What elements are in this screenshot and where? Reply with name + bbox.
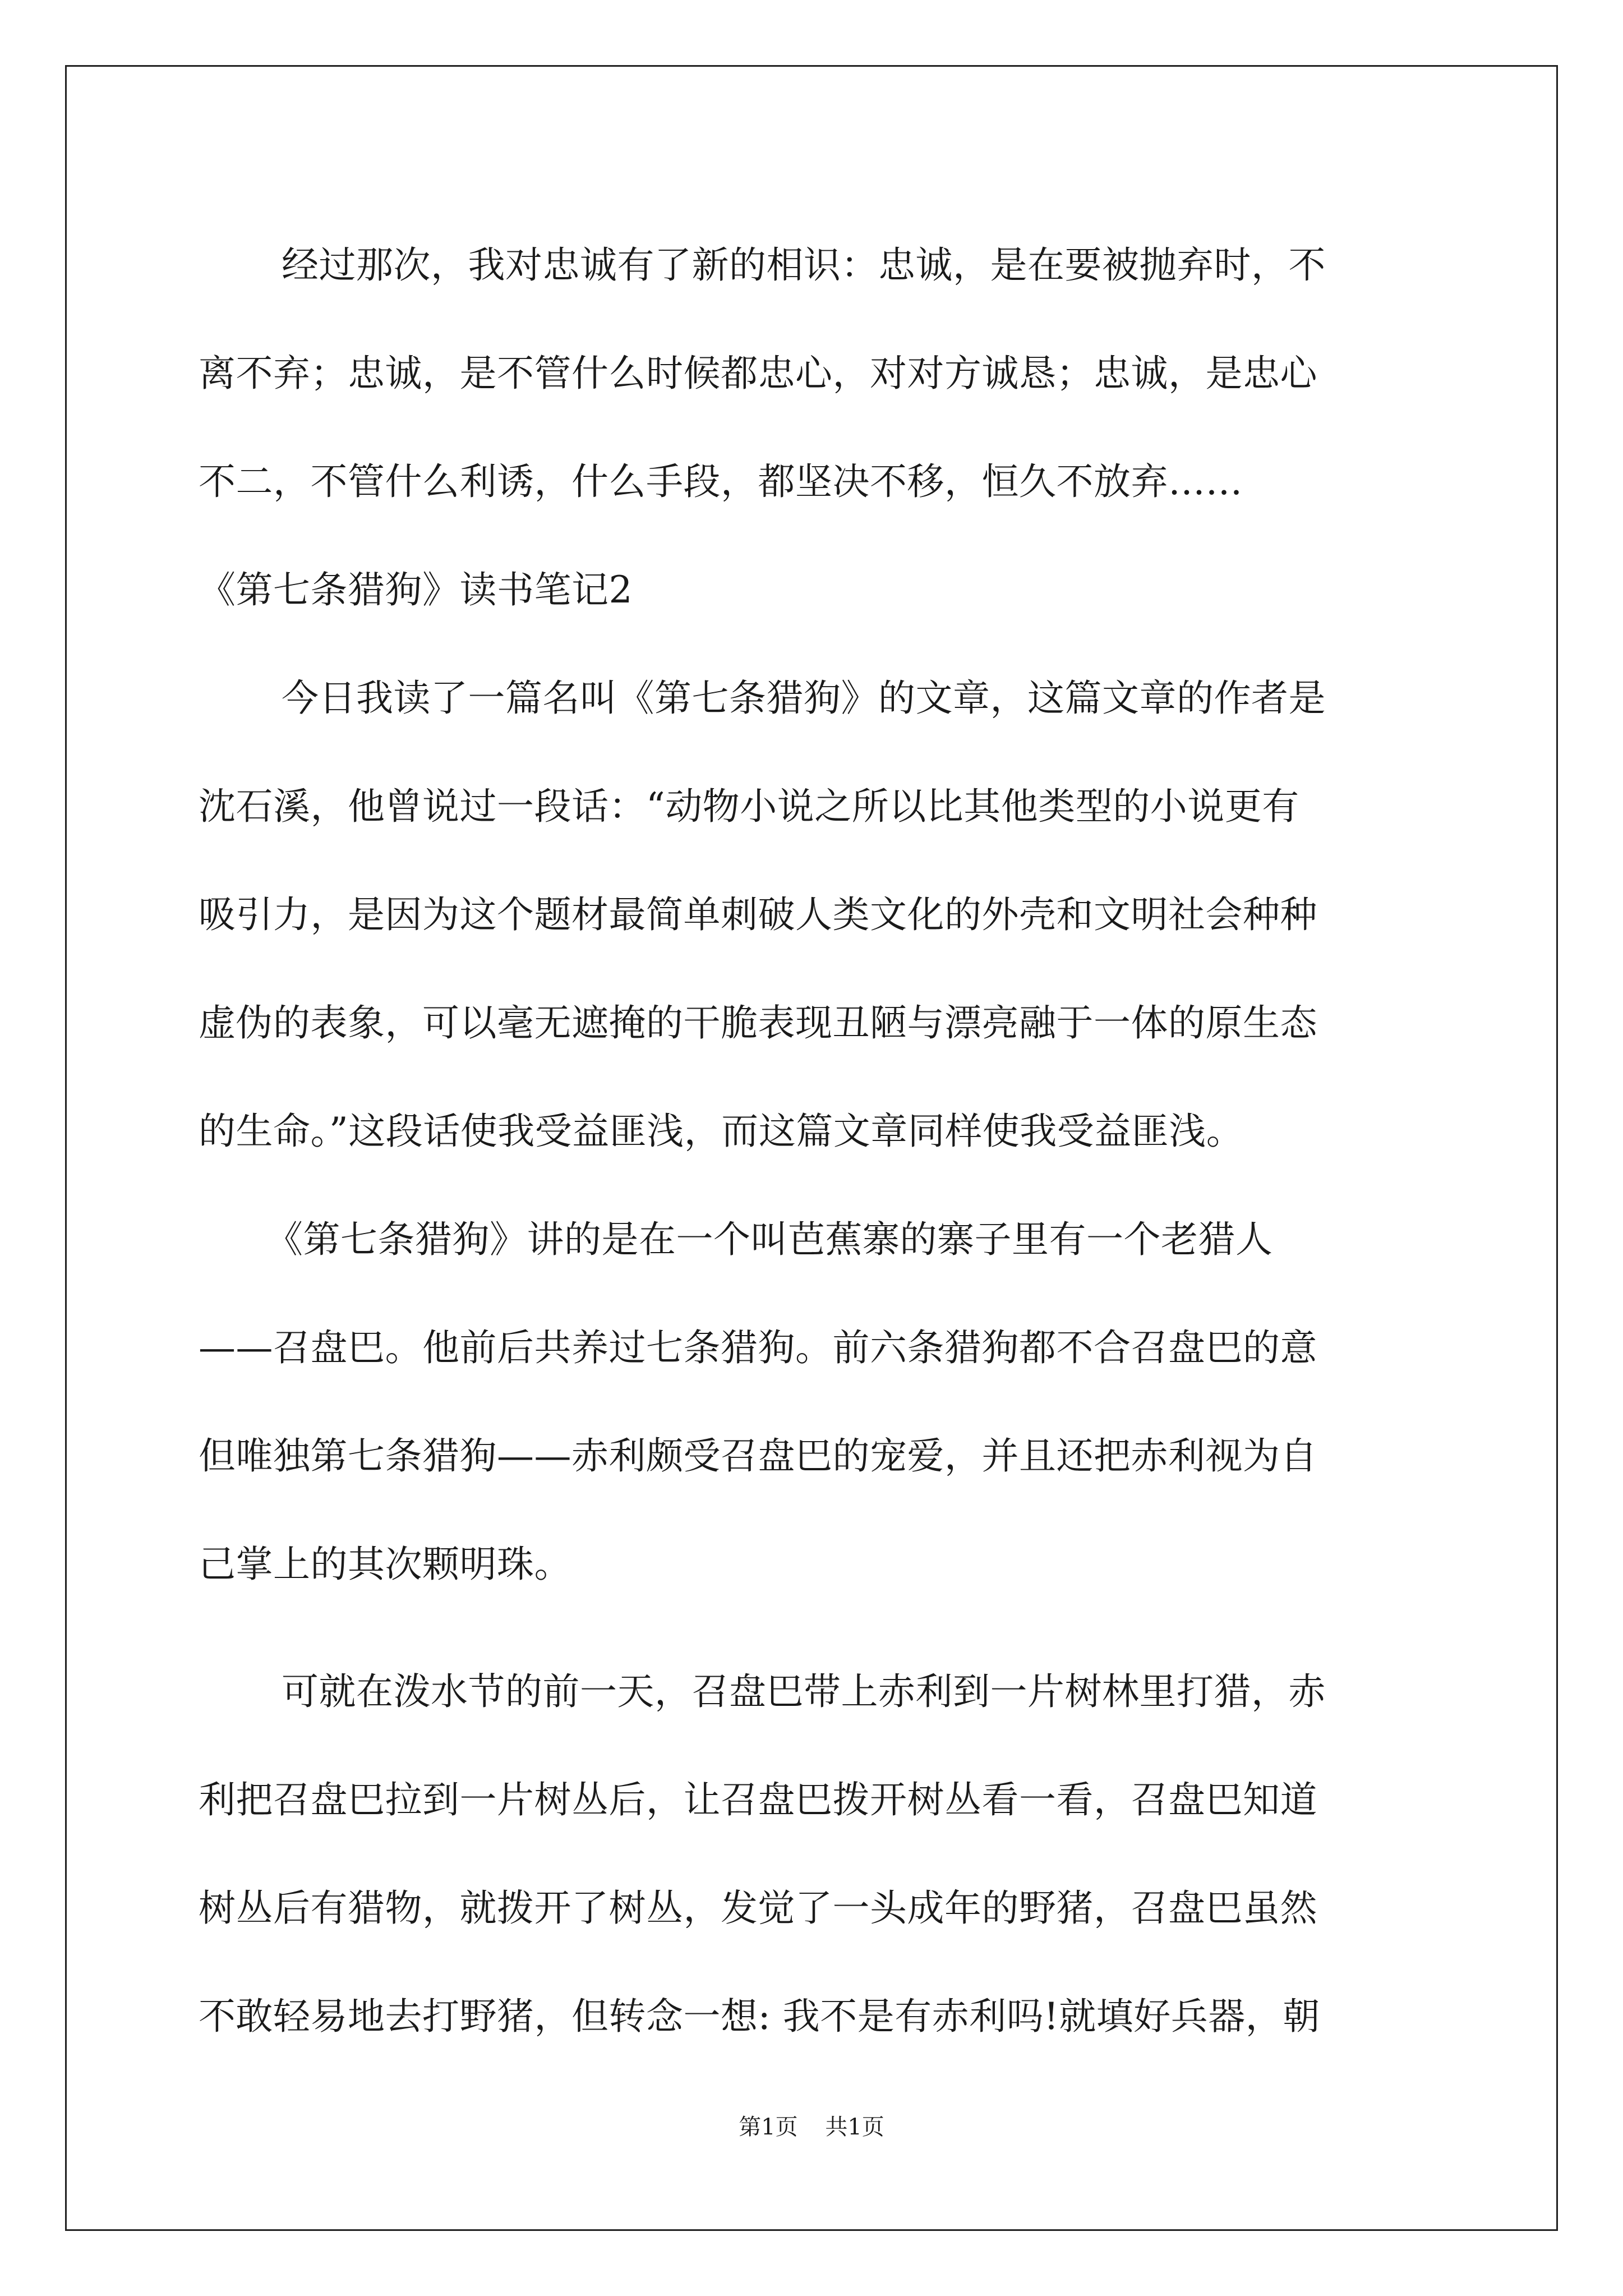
paragraph-line: 《第七条猎狗》讲的是在一个叫芭蕉寨的寨子里有一个老猎人 [266,1218,1273,1261]
paragraph-line: 虚伪的表象，可以毫无遮掩的干脆表现丑陋与漂亮融于一体的原生态 [199,1001,1317,1045]
paragraph-line: 但唯独第七条猎狗——赤利颇受召盘巴的宠爱，并且还把赤利视为自 [199,1434,1317,1478]
paragraph-line: 吸引力，是因为这个题材最简单刺破人类文化的外壳和文明社会种种 [199,893,1317,936]
paragraph-line: 离不弃；忠诚，是不管什么时候都忠心，对对方诚恳；忠诚，是忠心 [199,352,1317,395]
paragraph-line: 的生命。”这段话使我受益匪浅，而这篇文章同样使我受益匪浅。 [199,1110,1244,1153]
document-body [199,211,1424,2070]
paragraph-line: 己掌上的其次颗明珠。 [199,1543,571,1586]
section-title: 《第七条猎狗》读书笔记2 [199,568,633,611]
page-footer [0,2109,1623,2141]
page-number: 第1页 [739,2114,798,2140]
paragraph-line: 利把召盘巴拉到一片树丛后，让召盘巴拨开树丛看一看，召盘巴知道 [199,1778,1317,1821]
paragraph-line: 不敢轻易地去打野猪，但转念一想: 我不是有赤利吗!就填好兵器，朝 [199,1995,1320,2038]
paragraph-line: 经过那次，我对忠诚有了新的相识：忠诚，是在要被抛弃时，不 [282,243,1326,287]
paragraph-line: 可就在泼水节的前一天，召盘巴带上赤利到一片树林里打猎，赤 [282,1670,1326,1713]
page-total: 共1页 [825,2114,884,2140]
paragraph-line: 树丛后有猎物，就拨开了树丛，发觉了一头成年的野猪，召盘巴虽然 [199,1887,1317,1930]
paragraph-line: ——召盘巴。他前后共养过七条猎狗。前六条猎狗都不合召盘巴的意 [199,1326,1317,1369]
paragraph-line: 不二，不管什么利诱，什么手段，都坚决不移，恒久不放弃…… [199,460,1243,503]
paragraph-line: 沈石溪，他曾说过一段话：“动物小说之所以比其他类型的小说更有 [199,785,1299,828]
paragraph-line: 今日我读了一篇名叫《第七条猎狗》的文章，这篇文章的作者是 [282,677,1326,720]
